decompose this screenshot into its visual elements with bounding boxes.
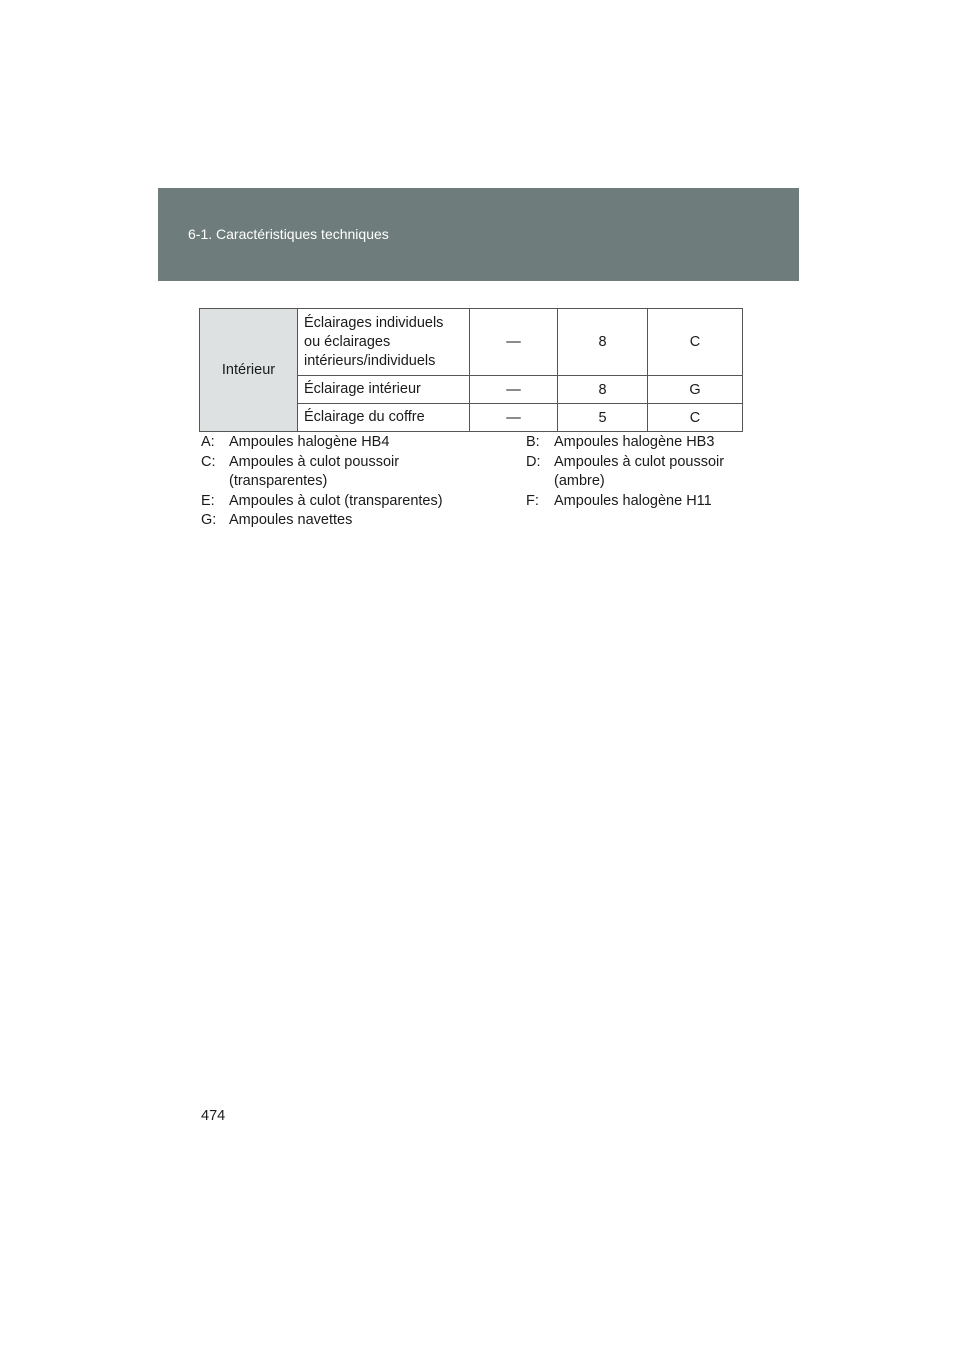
wattage-cell: 8 [558,376,648,404]
legend-key: B: [526,434,540,450]
legend-item [201,492,501,512]
wattage-cell: 8 [558,309,648,376]
section-header-bar [158,188,799,281]
legend-key: D: [526,453,541,470]
legend-item [526,453,766,492]
legend-item [526,492,766,512]
legend-item [201,433,501,453]
dash-cell: — [470,376,558,404]
legend-right-column [526,433,766,511]
legend-text: Ampoules à culot poussoir (ambre) [554,453,725,489]
legend-text: Ampoules à culot (transparentes) [229,492,443,509]
legend-text: Ampoules navettes [229,512,353,528]
legend-text: Ampoules halogène HB3 [554,434,715,450]
legend-key: A: [201,434,215,450]
group-label-cell: Intérieur [200,309,298,432]
dash-cell: — [470,404,558,432]
legend-item [201,511,501,531]
section-title: 6-1. Caractéristiques techniques [188,226,389,242]
legend-left-column [201,433,501,531]
legend-key: G: [201,512,217,528]
page-number: 474 [201,1108,226,1124]
bulb-type-cell: C [648,404,743,432]
legend-key: C: [201,453,216,470]
bulb-name-cell: Éclairage du coffre [298,404,470,432]
bulb-type-cell: G [648,376,743,404]
table-row [200,309,743,376]
legend-text: Ampoules à culot poussoir (transparentes) [229,453,400,489]
legend-item [526,433,766,453]
legend-key: E: [201,492,215,509]
legend-text: Ampoules halogène H11 [554,492,712,509]
legend-key: F: [526,492,539,509]
wattage-cell: 5 [558,404,648,432]
dash-cell: — [470,309,558,376]
bulb-name-cell: Éclairages individuels ou éclairages intérieurs/individuels [298,309,470,376]
bulb-specifications-table [199,308,743,432]
bulb-name-cell: Éclairage intérieur [298,376,470,404]
legend-item [201,453,501,492]
bulb-type-cell: C [648,309,743,376]
legend-text: Ampoules halogène HB4 [229,434,390,450]
